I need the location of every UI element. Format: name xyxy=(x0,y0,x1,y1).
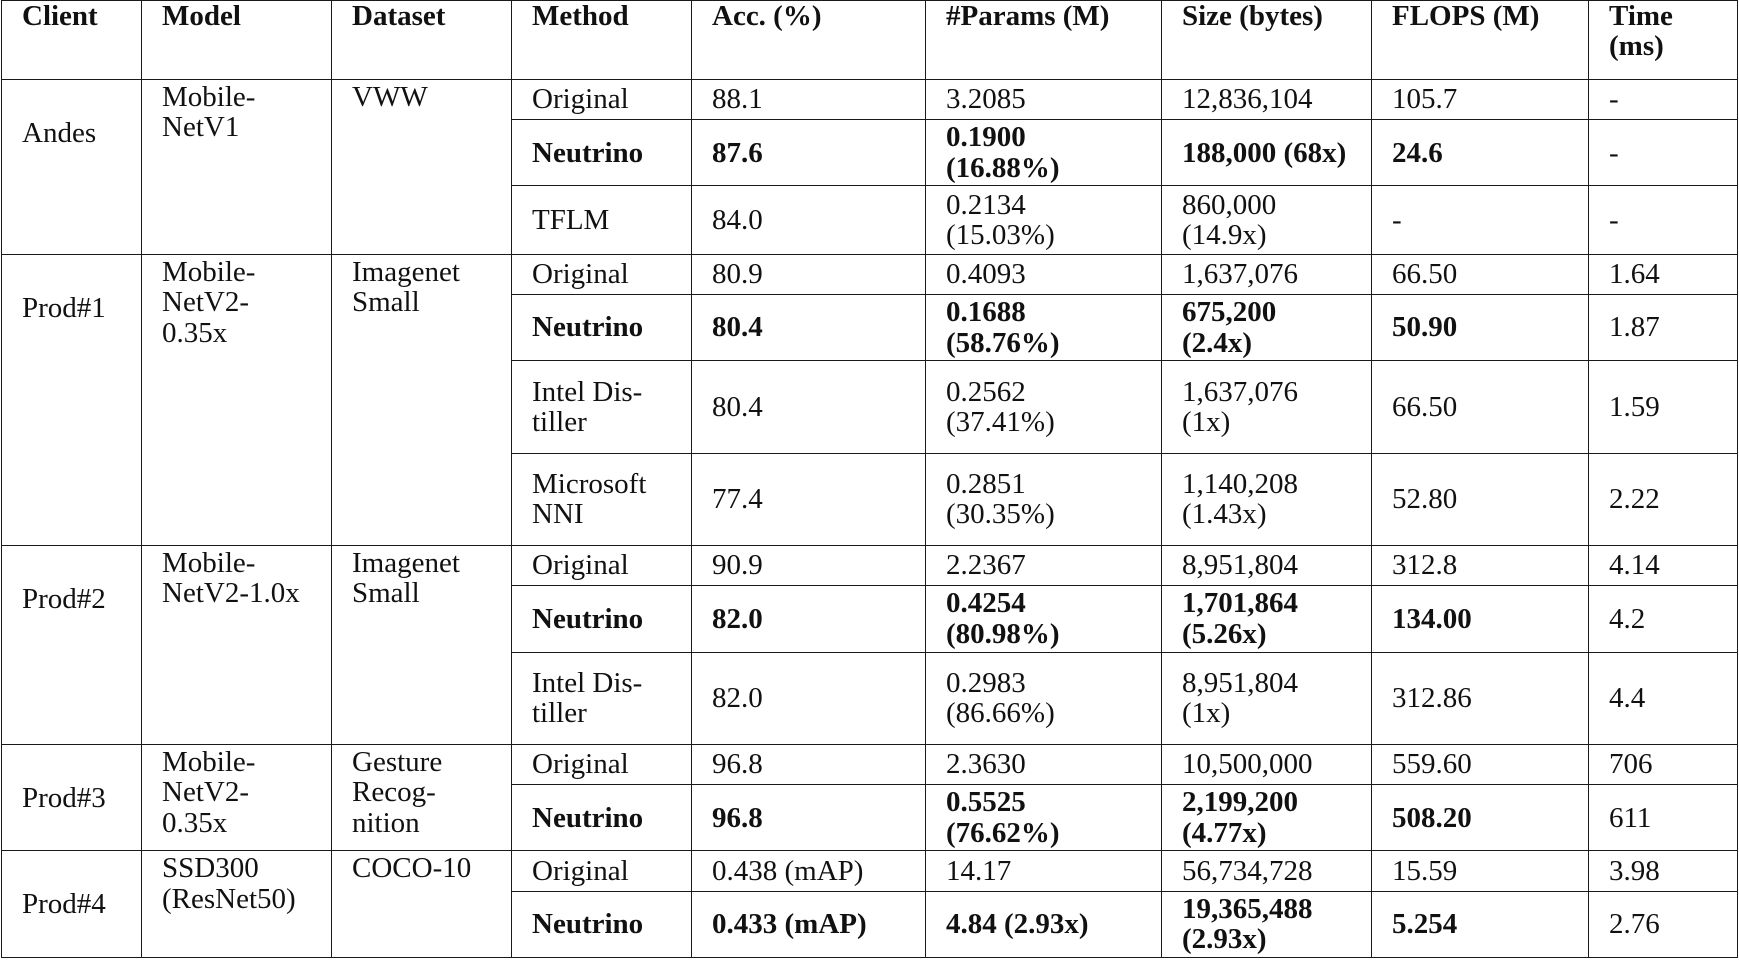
header-dataset: Dataset xyxy=(332,1,512,80)
header-model: Model xyxy=(142,1,332,80)
method-cell: Neutrino xyxy=(512,891,692,957)
size-cell: 675,200 (2.4x) xyxy=(1162,294,1372,360)
table-row xyxy=(2,546,1738,586)
accuracy-cell: 0.438 (mAP) xyxy=(692,851,926,891)
params-cell: 0.2134 (15.03%) xyxy=(926,186,1162,254)
params-cell: 0.4093 xyxy=(926,254,1162,294)
accuracy-cell: 80.9 xyxy=(692,254,926,294)
time-cell: - xyxy=(1589,80,1738,120)
method-cell: TFLM xyxy=(512,186,692,254)
method-cell: Original xyxy=(512,80,692,120)
dataset-cell: Imagenet Small xyxy=(332,254,512,545)
params-cell: 2.3630 xyxy=(926,744,1162,784)
size-cell: 1,637,076 xyxy=(1162,254,1372,294)
time-cell: 4.2 xyxy=(1589,586,1738,652)
flops-cell: 52.80 xyxy=(1372,453,1589,545)
model-cell: Mobile-NetV2-1.0x xyxy=(142,546,332,745)
accuracy-cell: 90.9 xyxy=(692,546,926,586)
accuracy-cell: 87.6 xyxy=(692,120,926,186)
model-cell: Mobile-NetV2-0.35x xyxy=(142,254,332,545)
model-cell: Mobile-NetV2-0.35x xyxy=(142,744,332,850)
table-row xyxy=(2,744,1738,784)
params-cell: 0.2562 (37.41%) xyxy=(926,361,1162,453)
header-row xyxy=(2,1,1738,80)
header-size: Size (bytes) xyxy=(1162,1,1372,80)
method-cell: Original xyxy=(512,744,692,784)
client-cell: Prod#3 xyxy=(2,744,142,850)
size-cell: 860,000 (14.9x) xyxy=(1162,186,1372,254)
header-time: Time (ms) xyxy=(1589,1,1738,80)
size-cell: 1,701,864 (5.26x) xyxy=(1162,586,1372,652)
accuracy-cell: 88.1 xyxy=(692,80,926,120)
flops-cell: - xyxy=(1372,186,1589,254)
size-cell: 188,000 (68x) xyxy=(1162,120,1372,186)
accuracy-cell: 84.0 xyxy=(692,186,926,254)
header-params: #Params (M) xyxy=(926,1,1162,80)
size-cell: 1,140,208 (1.43x) xyxy=(1162,453,1372,545)
time-cell: 2.22 xyxy=(1589,453,1738,545)
table-row xyxy=(2,254,1738,294)
client-cell: Prod#1 xyxy=(2,254,142,545)
results-table xyxy=(1,0,1738,958)
accuracy-cell: 82.0 xyxy=(692,652,926,744)
method-cell: Neutrino xyxy=(512,785,692,851)
flops-cell: 559.60 xyxy=(1372,744,1589,784)
time-cell: 1.87 xyxy=(1589,294,1738,360)
model-cell: Mobile-NetV1 xyxy=(142,80,332,255)
method-cell: Neutrino xyxy=(512,294,692,360)
flops-cell: 5.254 xyxy=(1372,891,1589,957)
dataset-cell: Gesture Recog-nition xyxy=(332,744,512,850)
accuracy-cell: 77.4 xyxy=(692,453,926,545)
method-cell: Neutrino xyxy=(512,586,692,652)
flops-cell: 312.86 xyxy=(1372,652,1589,744)
time-cell: 706 xyxy=(1589,744,1738,784)
time-cell: 4.4 xyxy=(1589,652,1738,744)
flops-cell: 105.7 xyxy=(1372,80,1589,120)
header-accuracy: Acc. (%) xyxy=(692,1,926,80)
time-cell: 3.98 xyxy=(1589,851,1738,891)
accuracy-cell: 0.433 (mAP) xyxy=(692,891,926,957)
size-cell: 19,365,488 (2.93x) xyxy=(1162,891,1372,957)
flops-cell: 66.50 xyxy=(1372,361,1589,453)
flops-cell: 508.20 xyxy=(1372,785,1589,851)
accuracy-cell: 96.8 xyxy=(692,785,926,851)
params-cell: 0.5525 (76.62%) xyxy=(926,785,1162,851)
time-cell: - xyxy=(1589,186,1738,254)
time-cell: 4.14 xyxy=(1589,546,1738,586)
params-cell: 0.4254 (80.98%) xyxy=(926,586,1162,652)
dataset-cell: COCO-10 xyxy=(332,851,512,958)
flops-cell: 24.6 xyxy=(1372,120,1589,186)
accuracy-cell: 82.0 xyxy=(692,586,926,652)
client-cell: Prod#2 xyxy=(2,546,142,745)
size-cell: 8,951,804 xyxy=(1162,546,1372,586)
params-cell: 0.2983 (86.66%) xyxy=(926,652,1162,744)
time-cell: 611 xyxy=(1589,785,1738,851)
accuracy-cell: 80.4 xyxy=(692,361,926,453)
size-cell: 2,199,200 (4.77x) xyxy=(1162,785,1372,851)
method-cell: Intel Dis-tiller xyxy=(512,652,692,744)
flops-cell: 134.00 xyxy=(1372,586,1589,652)
size-cell: 56,734,728 xyxy=(1162,851,1372,891)
accuracy-cell: 96.8 xyxy=(692,744,926,784)
dataset-cell: VWW xyxy=(332,80,512,255)
method-cell: Neutrino xyxy=(512,120,692,186)
params-cell: 0.2851 (30.35%) xyxy=(926,453,1162,545)
params-cell: 3.2085 xyxy=(926,80,1162,120)
time-cell: 1.59 xyxy=(1589,361,1738,453)
accuracy-cell: 80.4 xyxy=(692,294,926,360)
client-cell: Andes xyxy=(2,80,142,255)
header-flops: FLOPS (M) xyxy=(1372,1,1589,80)
table-row xyxy=(2,851,1738,891)
table-body xyxy=(2,80,1738,958)
params-cell: 0.1900 (16.88%) xyxy=(926,120,1162,186)
flops-cell: 50.90 xyxy=(1372,294,1589,360)
size-cell: 10,500,000 xyxy=(1162,744,1372,784)
size-cell: 1,637,076 (1x) xyxy=(1162,361,1372,453)
size-cell: 8,951,804 (1x) xyxy=(1162,652,1372,744)
client-cell: Prod#4 xyxy=(2,851,142,958)
time-cell: - xyxy=(1589,120,1738,186)
header-method: Method xyxy=(512,1,692,80)
method-cell: Original xyxy=(512,546,692,586)
params-cell: 4.84 (2.93x) xyxy=(926,891,1162,957)
params-cell: 2.2367 xyxy=(926,546,1162,586)
method-cell: Original xyxy=(512,851,692,891)
table-row xyxy=(2,80,1738,120)
flops-cell: 312.8 xyxy=(1372,546,1589,586)
flops-cell: 15.59 xyxy=(1372,851,1589,891)
dataset-cell: Imagenet Small xyxy=(332,546,512,745)
method-cell: Original xyxy=(512,254,692,294)
params-cell: 14.17 xyxy=(926,851,1162,891)
flops-cell: 66.50 xyxy=(1372,254,1589,294)
model-cell: SSD300 (ResNet50) xyxy=(142,851,332,958)
method-cell: Microsoft NNI xyxy=(512,453,692,545)
header-client: Client xyxy=(2,1,142,80)
size-cell: 12,836,104 xyxy=(1162,80,1372,120)
time-cell: 1.64 xyxy=(1589,254,1738,294)
time-cell: 2.76 xyxy=(1589,891,1738,957)
params-cell: 0.1688 (58.76%) xyxy=(926,294,1162,360)
method-cell: Intel Dis-tiller xyxy=(512,361,692,453)
